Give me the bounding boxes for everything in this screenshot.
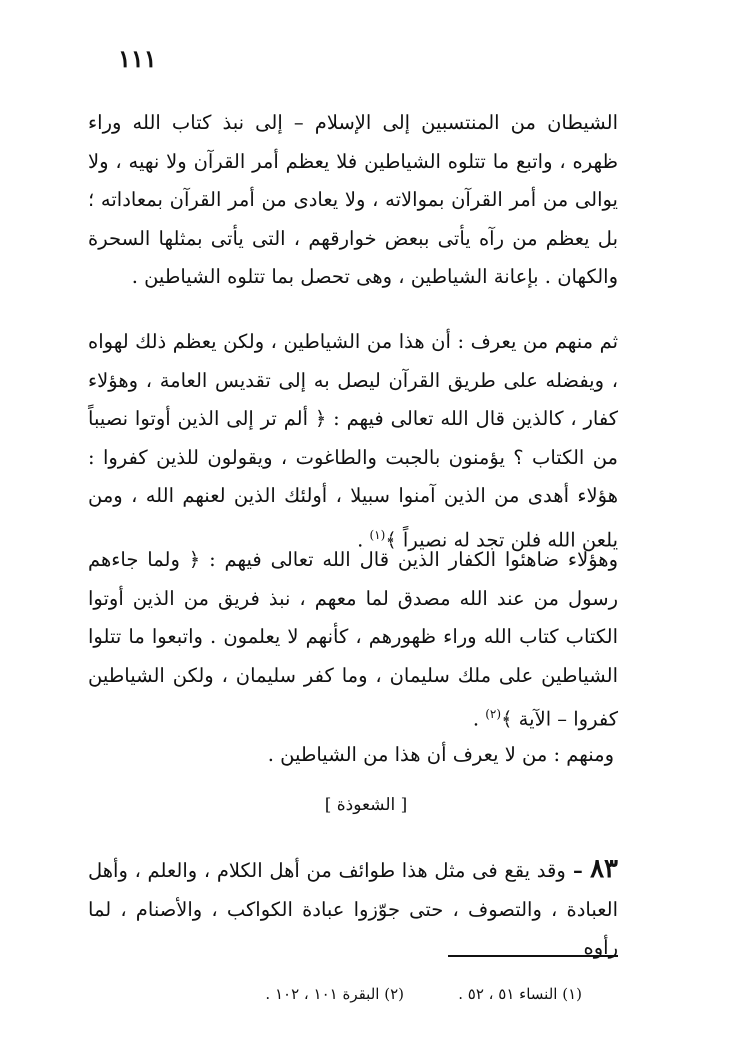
page-number: ١١١ [118, 44, 157, 73]
paragraph-2-text [88, 323, 618, 560]
paragraph-2-body: ثم منهم من يعرف : أن هذا من الشياطين ، ولكن يعظم ذلك لهواه ، ويفضله على طريق القرآن ليصل به إلى تقديس العامة ، وهؤلاء كفار ، كالذين قال الله تعالى فيهم : ﴿ ألم تر إلى الذين أوتوا نصيباً من الكتاب ؟ يؤمنون بالجبت والطاغوت ، ويقولون للذين كفروا : هؤلاء أهدى من الذين آمنوا سبيلا ، أولئك الذين لعنهم الله ، ومن يلعن الله فلن تجد له نصيراً ﴾ [88, 330, 618, 551]
paragraph-3-body: وهؤلاء ضاهئوا الكفار الذين قال الله تعالى فيهم : ﴿ ولما جاءهم رسول من عند الله مصدق لما معهم ، نبذ فريق من الذين أوتوا الكتاب كتاب الله وراء ظهورهم ، كأنهم لا يعلمون . واتبعوا ما تتلوا الشياطين على ملك سليمان ، وما كفر سليمان ، ولكن الشياطين كفروا – الآية ﴾ [88, 548, 618, 731]
paragraph-1 [88, 104, 618, 297]
section-heading: [ الشعوذة ] [324, 795, 408, 815]
footnote-divider [448, 955, 618, 957]
footnote-2: (٢) البقرة ١٠١ ، ١٠٢ . [265, 985, 404, 1003]
footnote-1: (١) النساء ٥١ ، ٥٢ . [458, 985, 582, 1003]
paragraph-3 [88, 541, 618, 739]
paragraph-number: ٨٣ [590, 854, 618, 884]
paragraph-3-end: . [472, 707, 486, 731]
paragraph-dash: – [565, 859, 591, 882]
paragraph-5-body: وقد يقع فى مثل هذا طوائف من أهل الكلام ، والعلم ، وأهل العبادة ، والتصوف ، حتى جوّزوا عبادة الكواكب ، والأصنام ، لما رأوه [88, 859, 618, 959]
paragraph-2 [88, 323, 618, 560]
paragraph-5-text [88, 850, 618, 968]
paragraph-3-text [88, 541, 618, 739]
paragraph-1-text: الشيطان من المنتسبين إلى الإسلام – إلى نبذ كتاب الله وراء ظهره ، واتبع ما تتلوه الشياطين فلا يعظم أمر القرآن ولا نهيه ، ولا يوالى من أمر القرآن بموالاته ، ولا يعادى من أمر القرآن بمعاداته ؛ بل يعظم من رآه يأتى ببعض خوارقهم ، التى يأتى بمثلها السحرة والكهان . بإعانة الشياطين ، وهى تحصل بما تتلوه الشياطين . [88, 111, 618, 288]
footnote-marker-2: (٢) [485, 707, 502, 721]
paragraph-5 [88, 850, 618, 968]
paragraph-4: ومنهم : من لا يعرف أن هذا من الشياطين . [267, 743, 614, 766]
footnote-marker-1: (١) [369, 527, 386, 542]
paragraph-2-end: . [357, 528, 370, 551]
